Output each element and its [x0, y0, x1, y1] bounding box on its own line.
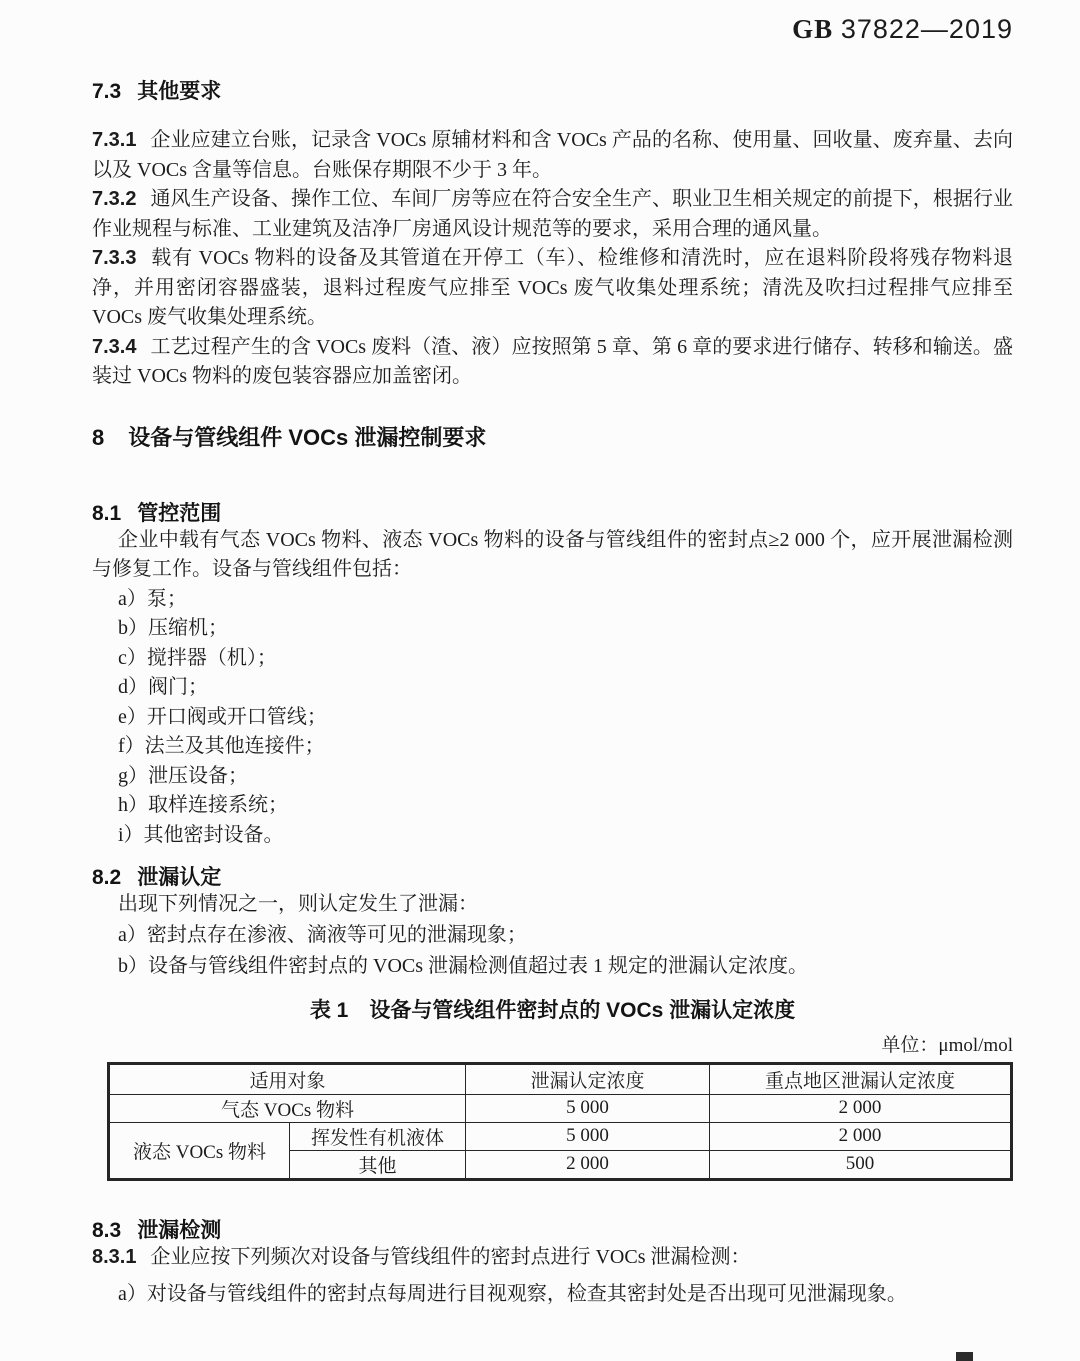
component-list: [92, 585, 1013, 851]
header-cell-object: 适用对象: [109, 1063, 466, 1094]
clause-8-3-1: [92, 1243, 1013, 1273]
list-item-c: c）搅拌器（机）；: [118, 646, 277, 669]
section-heading-8-3: [92, 1219, 1013, 1243]
section-number: 8.1: [92, 501, 122, 525]
cell-other-label: 其他: [290, 1150, 466, 1179]
table-1-title: 表 1 设备与管线组件密封点的 VOCs 泄漏认定浓度: [309, 998, 796, 1022]
list-item-e: e）开口阀或开口管线；: [118, 705, 327, 728]
section-number: 8.2: [92, 866, 122, 889]
cell-volatile-key: 2 000: [710, 1122, 1012, 1150]
section-title: 泄漏认定: [137, 866, 222, 889]
cell-liquid-group: 液态 VOCs 物料: [109, 1122, 290, 1179]
list-item-b: b）设备与管线组件密封点的 VOCs 泄漏检测值超过表 1 规定的泄漏认定浓度。: [118, 954, 809, 977]
paragraph-8-1-intro: 企业中载有气态 VOCs 物料、液态 VOCs 物料的设备与管线组件的密封点≥2 000 个，应开展泄漏检测与修复工作。设备与管线组件包括：: [92, 528, 1013, 580]
standard-code-number: 37822—2019: [840, 14, 1013, 44]
leak-criteria-list: [92, 920, 1013, 982]
clause-text: 工艺过程产生的含 VOCs 废料（渣、液）应按照第 5 章、第 6 章的要求进行储存、转移和输送。盛装过 VOCs 物料的废包装容器应加盖密闭。: [92, 335, 1013, 387]
section-number: 8: [92, 424, 105, 450]
header-cell-leak: 泄漏认定浓度: [466, 1063, 710, 1094]
list-item-a: a）对设备与管线组件的密封点每周进行目视观察，检查其密封处是否出现可见泄漏现象。: [118, 1283, 907, 1305]
clause-text: 企业应按下列频次对设备与管线组件的密封点进行 VOCs 泄漏检测：: [150, 1245, 751, 1268]
list-item-d: d）阀门；: [118, 676, 208, 698]
list-item-i: i）其他密封设备。: [118, 823, 284, 846]
table-row-volatile: [109, 1122, 1012, 1150]
cell-gas-key: 2 000: [710, 1094, 1012, 1122]
clause-number: 7.3.1: [92, 129, 137, 151]
clause-text: 载有 VOCs 物料的设备及其管道在开停工（车）、检维修和清洗时，应在退料阶段将残存物料退净，并用密闭容器盛装，退料过程废气应排至 VOCs 废气收集处理系统；清洗及吹扫过程排气应排至 VOCs 废气收集处理系统。: [92, 247, 1013, 328]
list-item-h: h）取样连接系统；: [118, 794, 288, 816]
list-item-a: a）泵；: [118, 587, 187, 610]
section-heading-8-2: [92, 866, 1013, 890]
table-row-gas: [109, 1094, 1012, 1122]
detection-frequency-list: [92, 1280, 1013, 1310]
clause-7-3-3: [92, 244, 1013, 333]
section-heading-8: [92, 424, 1013, 452]
cell-other-leak: 2 000: [466, 1150, 710, 1179]
list-item-b: b）压缩机；: [118, 617, 228, 639]
section-title: 泄漏检测: [137, 1218, 222, 1242]
clause-number: 7.3.4: [92, 335, 137, 358]
standard-code-prefix: GB: [792, 14, 834, 44]
section-heading-8-1: [92, 502, 1013, 526]
table-1-unit: 单位：μmol/mol: [881, 1034, 1013, 1056]
clause-number: 7.3.3: [92, 247, 137, 269]
clause-number: 8.3.1: [92, 1245, 137, 1268]
paragraph-8-2-intro: 出现下列情况之一，则认定发生了泄漏：: [118, 893, 478, 915]
table-1: [107, 1062, 1013, 1181]
standard-code: [92, 14, 1013, 44]
clause-7-3-2: [92, 185, 1013, 244]
clause-text: 企业应建立台账，记录含 VOCs 原辅材料和含 VOCs 产品的名称、使用量、回收量、废弃量、去向以及 VOCs 含量等信息。台账保存期限不少于 3 年。: [92, 129, 1013, 181]
cell-volatile-leak: 5 000: [466, 1122, 710, 1150]
cell-gas-leak: 5 000: [466, 1094, 710, 1122]
clauses-7-3: [92, 126, 1013, 392]
cell-gas-label: 气态 VOCs 物料: [109, 1094, 466, 1122]
cell-volatile-label: 挥发性有机液体: [290, 1122, 466, 1150]
list-item-g: g）泄压设备；: [118, 764, 248, 787]
clause-text: 通风生产设备、操作工位、车间厂房等应在符合安全生产、职业卫生相关规定的前提下，根据行业作业规程与标准、工业建筑及洁净厂房通风设计规范等的要求，采用合理的通风量。: [92, 188, 1013, 240]
clause-number: 7.3.2: [92, 188, 137, 210]
cell-other-key: 500: [710, 1150, 1012, 1179]
section-heading-7-3: [92, 80, 1013, 104]
clause-7-3-4: [92, 333, 1013, 392]
section-title: 设备与管线组件 VOCs 泄漏控制要求: [128, 424, 487, 450]
page-number-cropped: [956, 1352, 973, 1361]
section-number: 8.3: [92, 1218, 122, 1242]
clause-7-3-1: [92, 126, 1013, 185]
section-title: 管控范围: [137, 501, 222, 525]
table-header-row: [109, 1063, 1012, 1094]
header-cell-key-region: 重点地区泄漏认定浓度: [710, 1063, 1012, 1094]
section-title: 其他要求: [137, 80, 222, 103]
section-number: 7.3: [92, 80, 122, 103]
list-item-a: a）密封点存在渗液、滴液等可见的泄漏现象；: [118, 923, 527, 946]
list-item-f: f）法兰及其他连接件；: [118, 735, 325, 757]
